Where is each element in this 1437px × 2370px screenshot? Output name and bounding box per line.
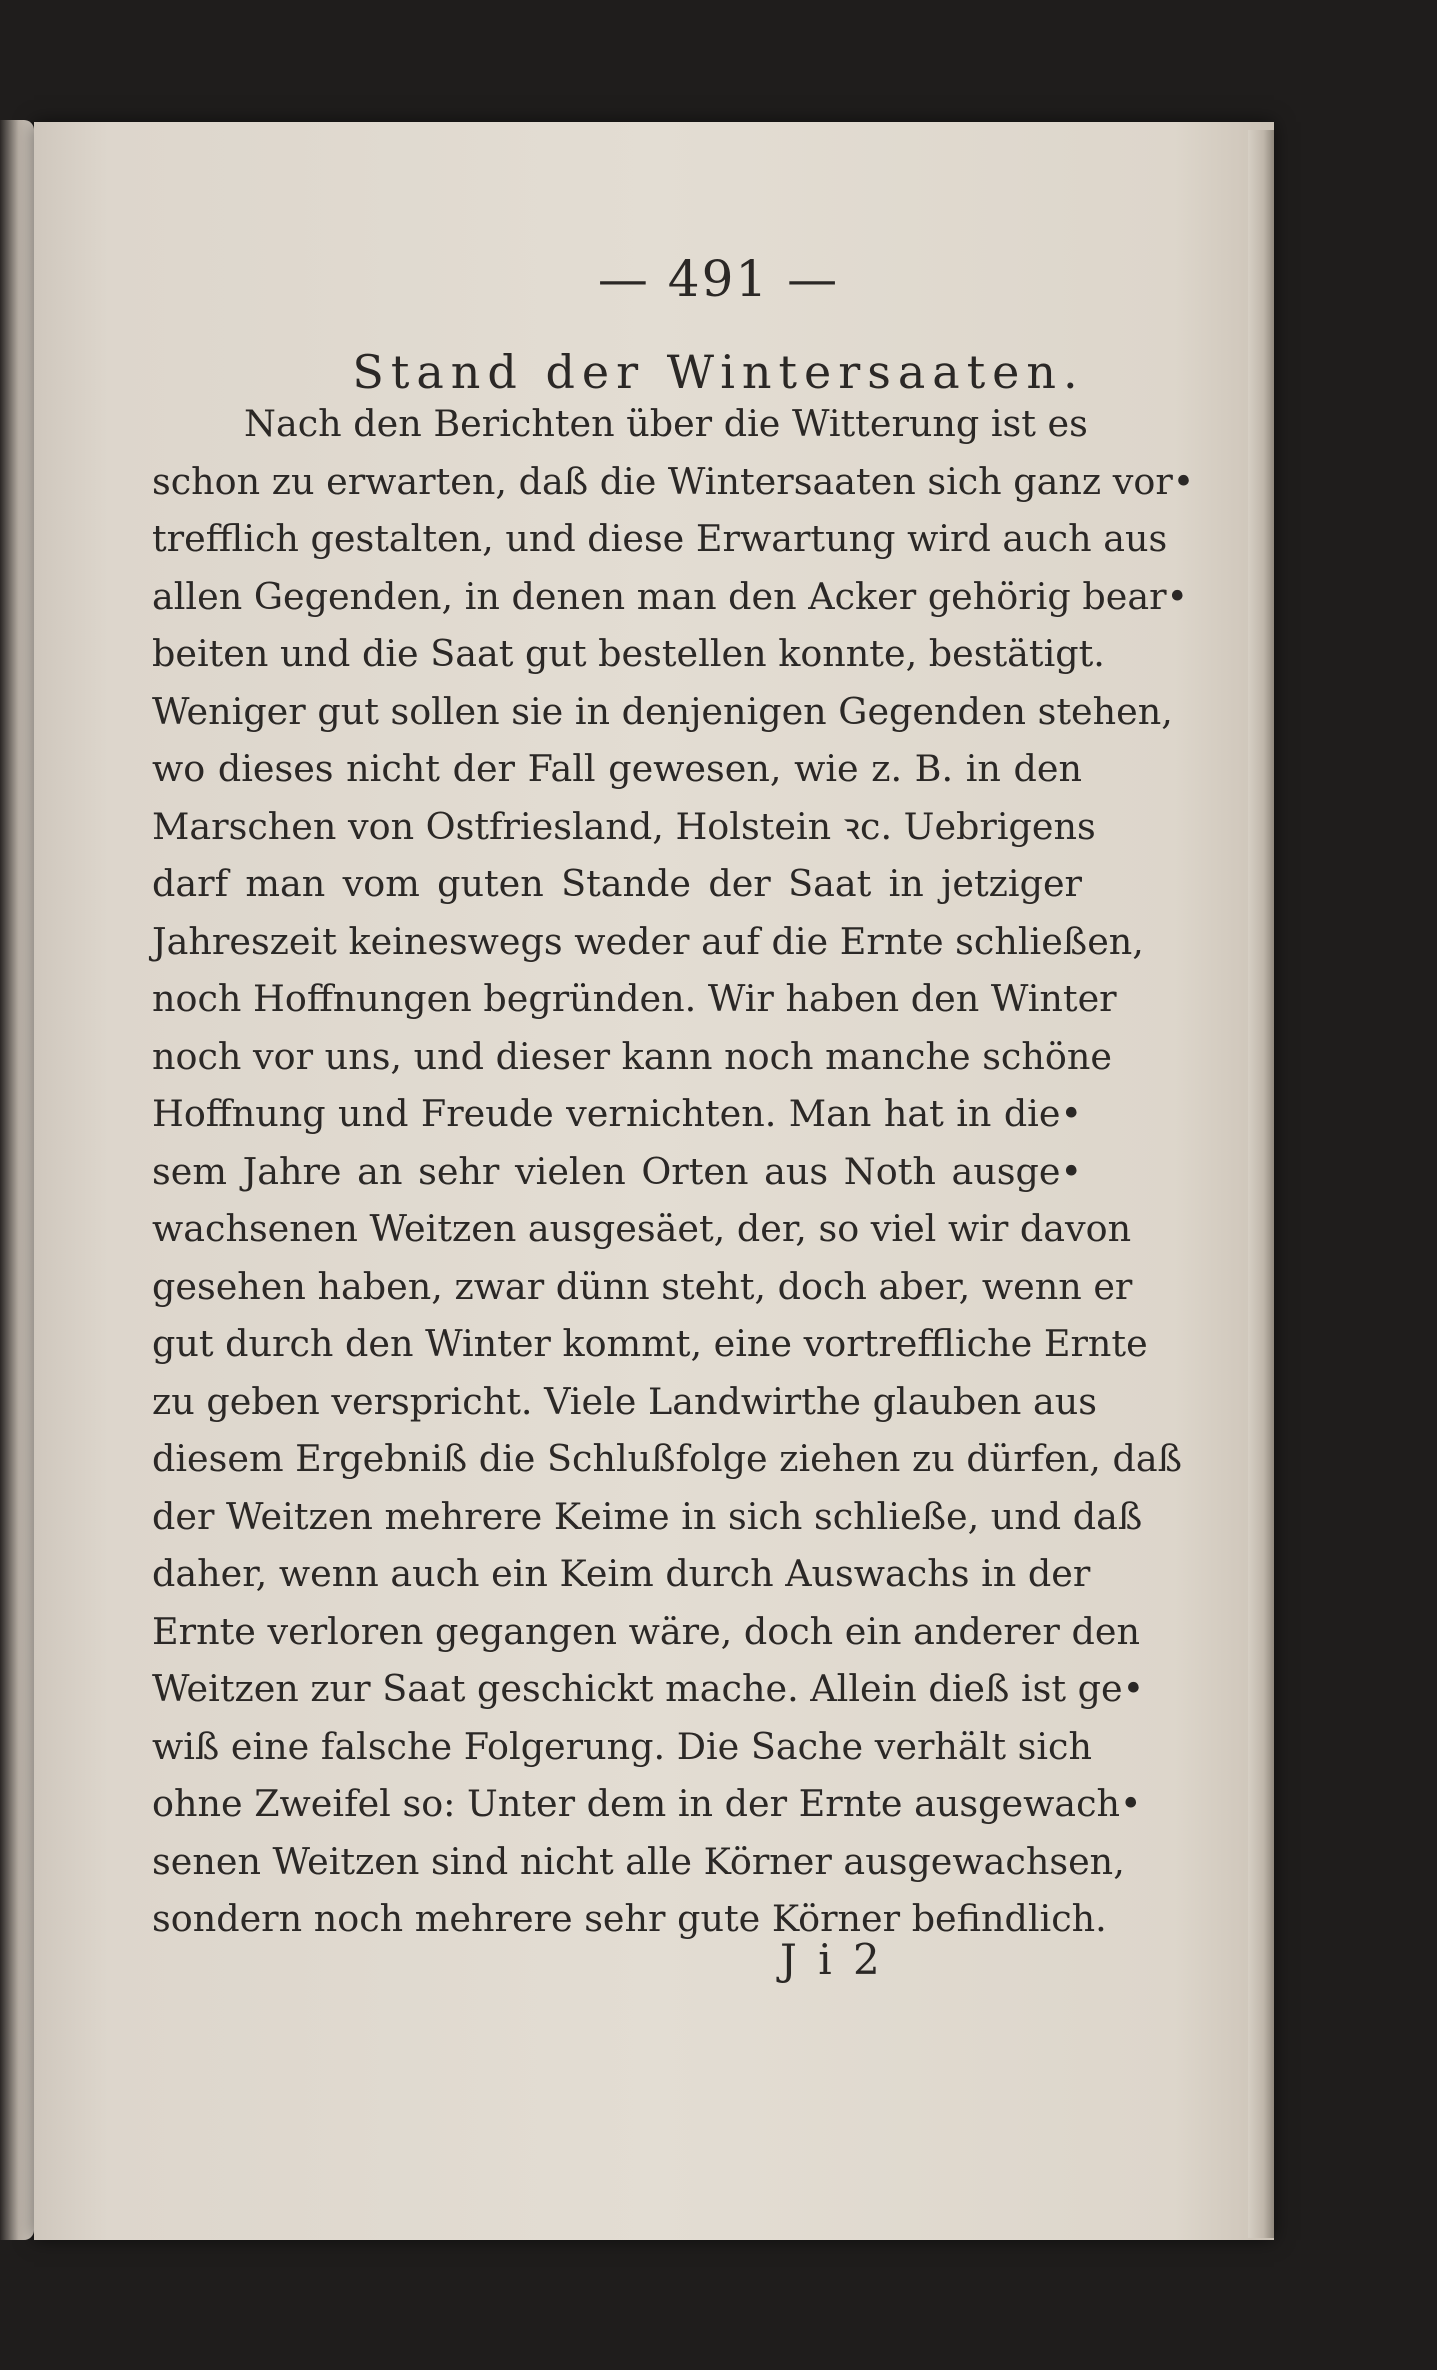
text-line: beiten und die Saat gut bestellen konnte, bestätigt. (152, 632, 1105, 675)
text-line: daher, wenn auch ein Keim durch Auswachs in der (152, 1552, 1091, 1595)
text-line: der Weitzen mehrere Keime in sich schließe, und daß (152, 1494, 1143, 1538)
text-line: gesehen haben, zwar dünn steht, doch aber, wenn er (152, 1264, 1133, 1308)
text-line: sondern noch mehrere sehr gute Körner befindlich. (152, 1897, 1107, 1940)
text-line: zu geben verspricht. Viele Landwirthe glauben aus (152, 1379, 1097, 1423)
text-line: Jahreszeit keineswegs weder auf die Ernte schließen, (152, 919, 1144, 963)
text-line: wo dieses nicht der Fall gewesen, wie z. B. in den (152, 747, 1082, 790)
text-line: Marschen von Ostfriesland, Holstein ꝛc. Uebrigens (152, 804, 1096, 848)
text-line: senen Weitzen sind nicht alle Körner ausgewachsen, (152, 1839, 1125, 1883)
text-line: Nach den Berichten über die Witterung ist es (244, 402, 1088, 445)
text-line: trefflich gestalten, und diese Erwartung wird auch aus (152, 517, 1168, 560)
text-line: noch vor uns, und dieser kann noch manche schöne (152, 1034, 1112, 1078)
page-edge (1248, 130, 1274, 2238)
text-line: allen Gegenden, in denen man den Acker gehörig bear• (152, 574, 1189, 618)
text-line: sem Jahre an sehr vielen Orten aus Noth ausge• (152, 1149, 1082, 1193)
left-page-edge (0, 120, 34, 2240)
text-line: noch Hoffnungen begründen. Wir haben den Winter (152, 977, 1117, 1020)
text-line: schon zu erwarten, daß die Wintersaaten sich ganz vor• (152, 459, 1195, 503)
section-title: Stand der Wintersaaten. (352, 345, 1085, 399)
text-line: gut durch den Winter kommt, eine vortreffliche Ernte (152, 1322, 1148, 1365)
text-line: ohne Zweifel so: Unter dem in der Ernte ausgewach• (152, 1782, 1142, 1825)
text-line: wachsenen Weitzen ausgesäet, der, so viel wir davon (152, 1207, 1132, 1250)
text-line: diesem Ergebniß die Schlußfolge ziehen zu dürfen, daß (152, 1437, 1182, 1480)
body-text (152, 395, 1195, 1948)
text-line: Weniger gut sollen sie in denjenigen Gegenden stehen, (152, 689, 1173, 733)
text-line: wiß eine falsche Folgerung. Die Sache verhält sich (152, 1724, 1092, 1768)
text-line: Hoffnung und Freude vernichten. Man hat in die• (152, 1092, 1082, 1135)
text-line: Ernte verloren gegangen wäre, doch ein anderer den (152, 1609, 1140, 1653)
printer-signature-mark: J i 2 (780, 1935, 884, 1984)
page-number-header: — 491 — (597, 250, 840, 308)
text-line: darf man vom guten Stande der Saat in jetziger (152, 862, 1082, 905)
text-line: Weitzen zur Saat geschickt mache. Allein dieß ist ge• (152, 1667, 1145, 1710)
